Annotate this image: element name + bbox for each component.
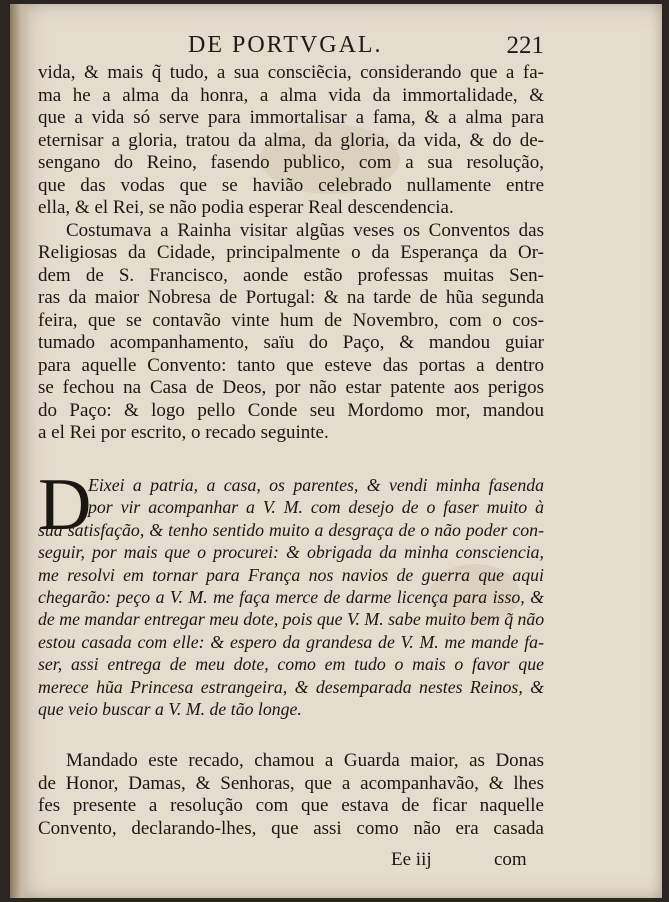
letter-line: por vir acompanhar a V. M. com desejo de o faser muito à [88,497,544,518]
catchword: com [494,849,527,870]
drop-cap: D [38,464,92,546]
book-page [10,4,662,898]
text-line: tumado acompanhamento, saïu do Paço, & mandou guiar [38,332,544,353]
body-text [38,62,544,445]
text-line: ras da maior Nobresa de Portugal: & na tarde de hũa segunda [38,287,544,308]
running-head: DE PORTVGAL. [188,32,383,58]
text-line: se fechou na Casa de Deos, por não estar patente aos perigos [38,377,544,398]
text-line: do Paço: & logo pello Conde seu Mordomo mor, mandou [38,399,544,421]
text-line: que a vida só serve para immortalisar a fama, & a alma para [38,107,544,128]
paragraph-3 [38,750,544,840]
letter-line: estou casada com elle: & espero da grandesa de V. M. me mande fa- [38,631,544,652]
letter-line: me resolvi em tornar para França nos navios de guerra que aqui [38,564,544,585]
text-line: ella, & el Rei, se não podia esperar Real descendencia. [38,197,454,218]
text-line: dem de S. Francisco, aonde estão professas muitas Sen- [38,264,544,286]
letter-line: Eixei a patria, a casa, os parentes, & vendi minha fasenda [88,475,544,495]
text-line: de Honor, Damas, & Senhoras, que a acompanhavão, & lhes [38,772,544,794]
text-line: Costumava a Rainha visitar algũas veses os Conventos das [66,219,544,241]
text-line: ma he a alma da honra, a alma vida da immortalidade, & [38,84,544,106]
paragraph-1 [38,62,544,220]
text-line: para aquelle Convento: tanto que esteve das portas a dentro [38,354,544,376]
text-line: sengano do Reino, fasendo publico, com a sua resolução, [38,152,544,173]
paragraph-2 [38,220,544,445]
letter-line: merece hũa Princesa estrangeira, & desemparada nestes Reinos, & [38,676,544,697]
quoted-letter [38,464,545,720]
text-line: vida, & mais q̃ tudo, a sua consciẽcia, considerando que a fa- [38,62,544,83]
letter-line: sua satisfação, & tenho sentido muito a desgraça de o não poder con- [38,519,544,540]
letter-line: que veio buscar a V. M. de tão longe. [38,698,302,719]
text-line: Religiosas da Cidade, principalmente o da Esperança da Or- [38,242,544,263]
page-header [10,32,662,62]
page-gutter-shadow [10,4,30,898]
text-line: fes presente a resolução com que estava de ficar naquelle [38,795,544,816]
text-line: que das vodas que se havião celebrado nullamente entre [38,174,544,196]
letter-line: de me mandar entregar meu dote, pois que V. M. sabe muito bem q̃ não [38,609,545,630]
text-line: a el Rei por escrito, o recado seguinte. [38,422,329,443]
signature-mark: Ee iij [391,849,432,870]
text-line: Convento, declarando-lhes, que assi como não era casada [38,817,544,839]
page-footer [10,849,662,875]
page-number: 221 [506,32,544,59]
text-line: eternisar a gloria, tratou da alma, da gloria, da vida, & do de- [38,129,544,151]
letter-line: seguir, por mais que o procurei: & obrigada da minha consciencia, [38,542,544,563]
text-line: Mandado este recado, chamou a Guarda maior, as Donas [66,750,544,771]
text-line: feira, que se contavão vinte hum de Novembro, com o cos- [38,309,544,331]
letter-line: ser, assi entrega de meu dote, como em tudo o mais o favor que [38,654,544,675]
letter-line: chegarão: peço a V. M. me faça merce de darme licença para isso, & [38,586,544,607]
